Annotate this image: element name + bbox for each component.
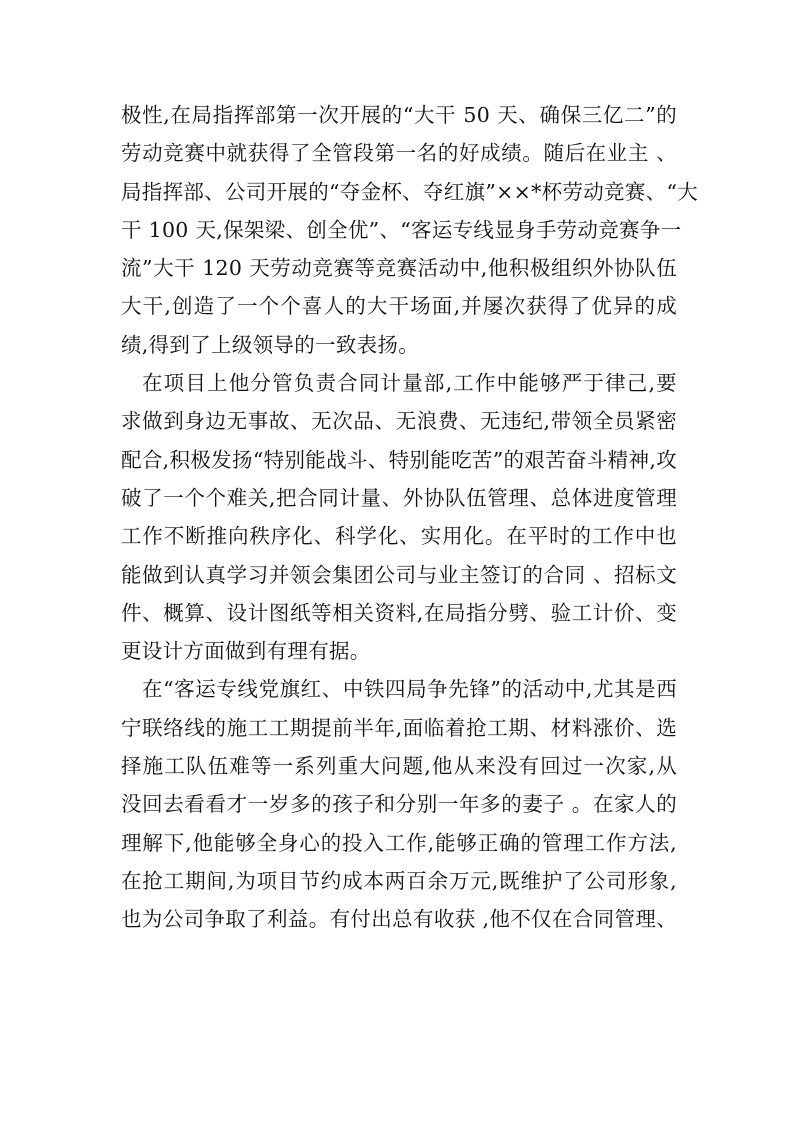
paragraph-2	[121, 364, 677, 670]
text-line: 配合,积极发扬“特别能战斗、特别能吃苦”的艰苦奋斗精神,攻	[121, 447, 677, 472]
text-line: 更设计方面做到有理有据。	[121, 639, 371, 664]
text-line: 宁联络线的施工工期提前半年,面临着抢工期、材料涨价、选	[121, 715, 677, 740]
text-line: 流”大干 120 天劳动竞赛等竞赛活动中,他积极组织外协队伍	[121, 256, 677, 281]
paragraph-3	[121, 670, 677, 938]
text-line: 择施工队伍难等一系列重大问题,他从来没有回过一次家,从	[121, 754, 677, 779]
text-line: 破了一个个难关,把合同计量、外协队伍管理、总体进度管理	[121, 485, 677, 510]
text-line: 局指挥部、公司开展的“夺金杯、夺红旗”××*杯劳动竞赛、“大	[121, 179, 699, 204]
text-line: 也为公司争取了利益。有付出总有收获 ,他不仅在合同管理、	[121, 907, 677, 932]
text-line: 没回去看看才一岁多的孩子和分别一年多的妻子 。在家人的	[121, 792, 677, 817]
text-line: 极性,在局指挥部第一次开展的“大干 50 天、确保三亿二”的	[121, 103, 677, 127]
text-line: 在抢工期间,为项目节约成本两百余万元,既维护了公司形象,	[121, 868, 677, 893]
paragraph-1	[121, 96, 699, 364]
text-line: 工作不断推向秩序化、科学化、实用化。在平时的工作中也	[121, 524, 677, 549]
text-line: 绩,得到了上级领导的一致表扬。	[121, 332, 420, 357]
text-line: 求做到身边无事故、无次品、无浪费、无违纪,带领全员紧密	[121, 409, 677, 434]
text-line: 在项目上他分管负责合同计量部,工作中能够严于律己,要	[142, 371, 677, 396]
text-line: 理解下,他能够全身心的投入工作,能够正确的管理工作方法,	[121, 830, 677, 855]
text-line: 劳动竞赛中就获得了全管段第一名的好成绩。随后在业主 、	[121, 141, 677, 166]
text-line: 干 100 天,保架梁、创全优”、“客运专线显身手劳动竞赛争一	[121, 217, 682, 242]
text-line: 大干,创造了一个个喜人的大干场面,并屡次获得了优异的成	[121, 294, 677, 319]
text-line: 在“客运专线党旗红、中铁四局争先锋”的活动中,尤其是西	[142, 677, 677, 702]
text-line: 件、概算、设计图纸等相关资料,在局指分劈、验工计价、变	[121, 600, 677, 625]
document-body	[121, 96, 699, 939]
text-line: 能做到认真学习并领会集团公司与业主签订的合同 、招标文	[121, 562, 677, 587]
